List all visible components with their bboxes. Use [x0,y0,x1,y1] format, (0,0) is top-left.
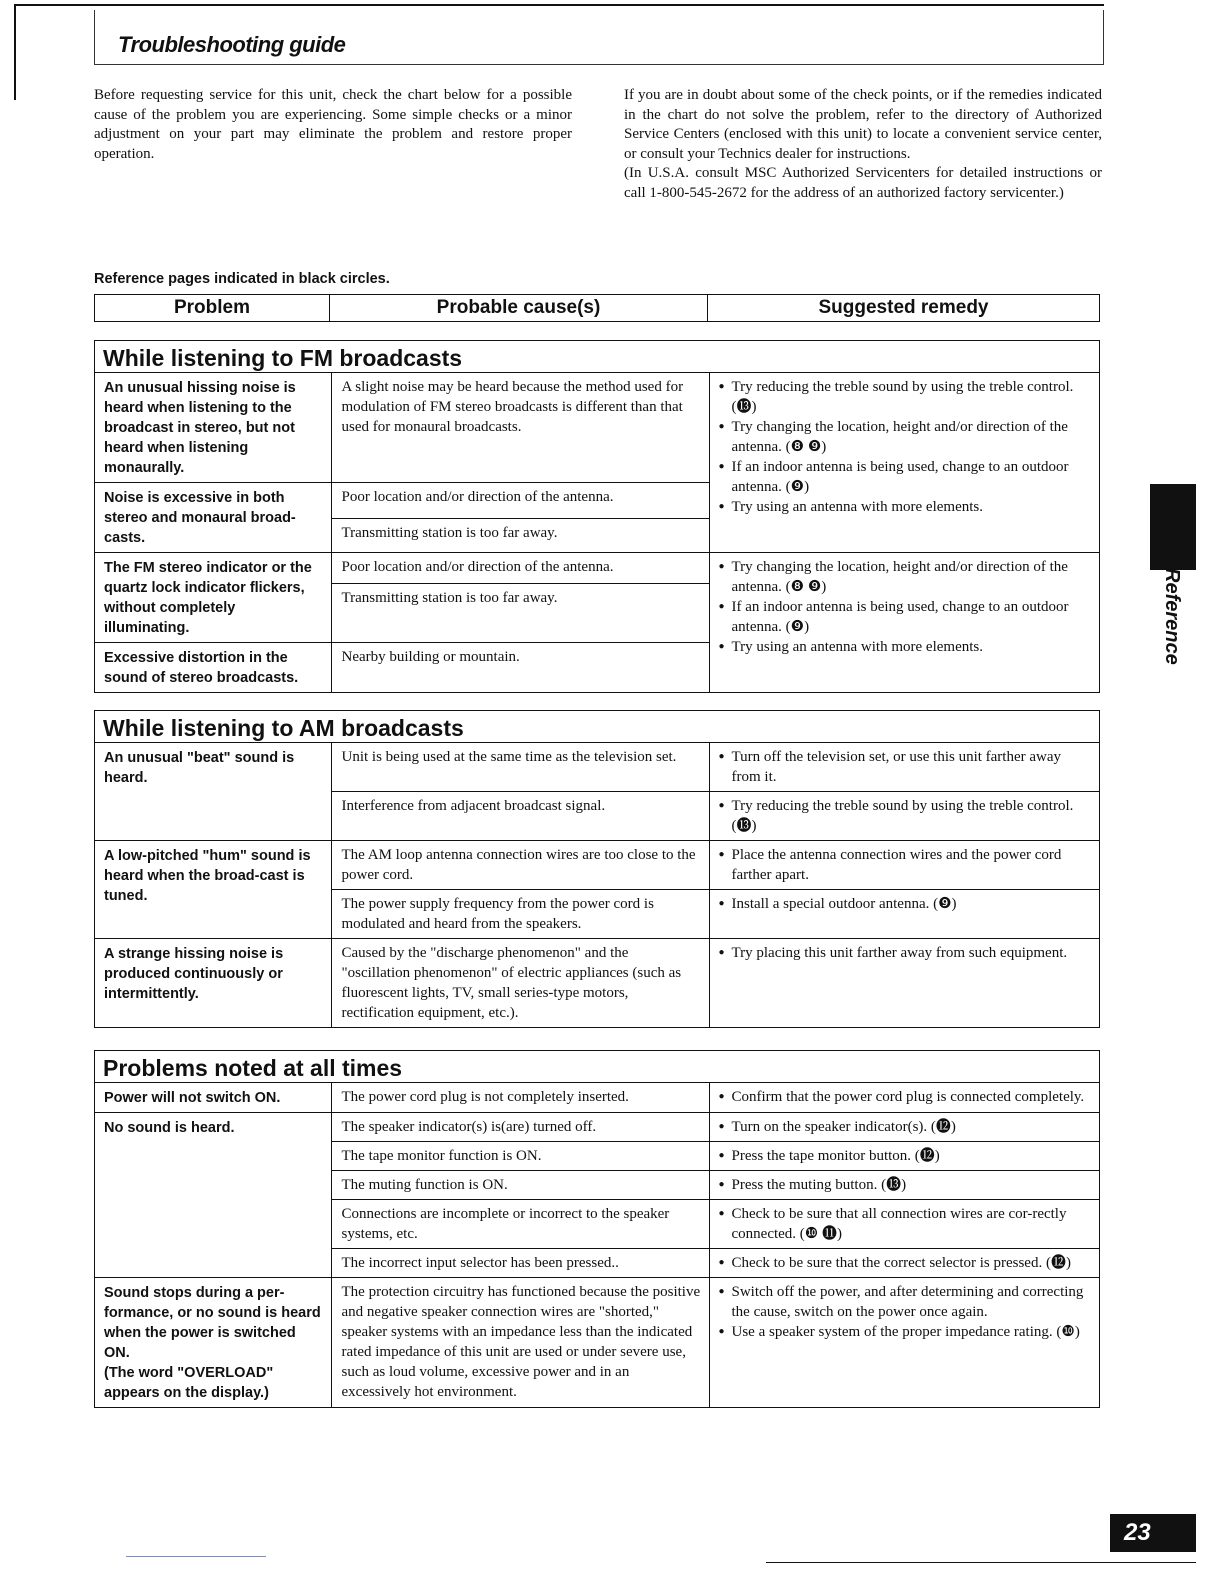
cause-cell: Poor location and/or direction of the antenna. [331,483,709,519]
footer-rule [766,1562,1196,1563]
cause-cell: Transmitting station is too far away. [331,519,709,553]
problem-cell: Noise is excessive in both stereo and monaural broad-casts. [95,483,331,553]
remedy-item: ● Check to be sure that all connection wires are cor-rectly connected. (❿ ⓫) [718,1204,1086,1244]
remedy-item: ● Try placing this unit farther away from such equipment. [718,943,1086,963]
remedy-cell [709,890,1099,939]
remedy-item: ● Use a speaker system of the proper impedance rating. (❿) [718,1322,1086,1342]
remedy-item: ● If an indoor antenna is being used, change to an outdoor antenna. (❾) [718,597,1086,637]
cause-cell: Interference from adjacent broadcast signal. [331,792,709,841]
table-row [95,1083,1099,1113]
remedy-cell [709,1200,1099,1249]
am-table [95,743,1099,1027]
cause-cell: The AM loop antenna connection wires are too close to the power cord. [331,841,709,890]
problem-text: Sound stops during a per-formance, or no sound is heard when the power is switched ON. [104,1285,321,1361]
header-frame-left [14,4,16,100]
cause-cell: Caused by the "discharge phenomenon" and the "oscillation phenomenon" of electric appliances (such as fluorescent lights, TV, small series-type motors, rectification equipment, etc.). [331,939,709,1028]
cause-cell: Transmitting station is too far away. [331,584,709,643]
am-section [94,710,1100,1028]
remedy-cell [709,1113,1099,1142]
problem-cell: An unusual "beat" sound is heard. [95,743,331,841]
remedy-cell [709,1249,1099,1278]
remedy-item: ● Turn off the television set, or use this unit farther away from it. [718,747,1086,787]
problem-cell [95,1278,331,1408]
all-times-section-title: Problems noted at all times [95,1051,1099,1083]
cause-cell: Nearby building or mountain. [331,643,709,693]
column-header-problem: Problem [95,295,330,321]
problem-cell: The FM stereo indicator or the quartz lock indicator flickers, without completely illuminating. [95,553,331,643]
reference-note: Reference pages indicated in black circles. [94,271,390,287]
table-row [95,553,1099,584]
cause-cell: The tape monitor function is ON. [331,1142,709,1171]
remedy-list [718,557,1086,657]
fm-table [95,373,1099,692]
table-row [95,373,1099,483]
remedy-item: ● Turn on the speaker indicator(s). (⓬) [718,1117,1086,1137]
remedy-cell [709,939,1099,1028]
remedy-item: ● Try reducing the treble sound by using the treble control. (⓭) [718,796,1086,836]
remedy-item: ● Check to be sure that the correct selector is pressed. (⓬) [718,1253,1086,1273]
reference-tab-marker [1150,484,1196,570]
cause-cell: The speaker indicator(s) is(are) turned off. [331,1113,709,1142]
remedy-cell [709,841,1099,890]
page-title: Troubleshooting guide [118,32,346,57]
remedy-item: ● If an indoor antenna is being used, change to an outdoor antenna. (❾) [718,457,1086,497]
problem-cell: Excessive distortion in the sound of stereo broadcasts. [95,643,331,693]
column-header-cause: Probable cause(s) [330,295,708,321]
problem-overload-note: (The word "OVERLOAD" appears on the display.) [104,1365,274,1401]
remedy-cell [709,373,1099,553]
remedy-item: ● Try changing the location, height and/or direction of the antenna. (❽ ❾) [718,557,1086,597]
remedy-cell [709,553,1099,693]
column-header-remedy: Suggested remedy [818,297,989,318]
remedy-item: ● Try using an antenna with more elements. [718,497,1086,517]
all-times-section [94,1050,1100,1408]
cause-cell: The power cord plug is not completely inserted. [331,1083,709,1113]
remedy-cell [709,1142,1099,1171]
table-row [95,1278,1099,1408]
intro-left: Before requesting service for this unit, check the chart below for a possible cause of the problem you are experiencing. Some simple checks or a minor adjustment on your part may eliminate the problem and restore proper operation. [94,87,572,162]
intro-right-paragraph: If you are in doubt about some of the check points, or if the remedies indicated in the chart do not solve the problem, refer to the directory of Authorized Service Centers (enclosed with this unit) to locate a convenient service center, or consult your Technics dealer for instructions. [624,87,1102,162]
cause-cell: The power supply frequency from the power cord is modulated and heard from the speakers. [331,890,709,939]
remedy-cell [709,743,1099,792]
footer-blue-rule [126,1556,266,1557]
problem-cell: No sound is heard. [95,1113,331,1278]
remedy-item: ● Try changing the location, height and/or direction of the antenna. (❽ ❾) [718,417,1086,457]
table-row [95,1113,1099,1142]
problem-cell: A strange hissing noise is produced continuously or intermittently. [95,939,331,1028]
intro-right-usa-note: (In U.S.A. consult MSC Authorized Servicenters for detailed instructions or call 1-800-545-2672 for the address of an authorized factory servicenter.) [624,165,1102,201]
cause-cell: The incorrect input selector has been pressed.. [331,1249,709,1278]
reference-side-label: Reference [1161,568,1183,665]
all-times-table [95,1083,1099,1407]
fm-section [94,340,1100,693]
problem-cell: An unusual hissing noise is heard when listening to the broadcast in stereo, but not heard when listening monaurally. [95,373,331,483]
cause-cell: The muting function is ON. [331,1171,709,1200]
remedy-cell [709,1278,1099,1408]
remedy-cell [709,1171,1099,1200]
cause-cell: A slight noise may be heard because the method used for modulation of FM stereo broadcasts is different than that used for monaural broadcasts. [331,373,709,483]
table-row [95,743,1099,792]
cause-cell: Unit is being used at the same time as the television set. [331,743,709,792]
fm-section-title: While listening to FM broadcasts [95,341,1099,373]
remedy-item: ● Switch off the power, and after determining and correcting the cause, switch on the power once again. [718,1282,1086,1322]
remedy-cell [709,1083,1099,1113]
remedy-item: ● Try using an antenna with more elements. [718,637,1086,657]
remedy-item: ● Try reducing the treble sound by using the treble control. (⓭) [718,377,1086,417]
remedy-item: ● Install a special outdoor antenna. (❾) [718,894,1086,914]
table-row [95,939,1099,1028]
table-row [95,841,1099,890]
remedy-item: ● Press the muting button. (⓭) [718,1175,1086,1195]
cause-cell: Connections are incomplete or incorrect to the speaker systems, etc. [331,1200,709,1249]
page-number: 23 [1110,1514,1196,1552]
problem-cell: Power will not switch ON. [95,1083,331,1113]
remedy-item: ● Place the antenna connection wires and the power cord farther apart. [718,845,1086,885]
cause-cell: Poor location and/or direction of the antenna. [331,553,709,584]
remedy-item: ● Press the tape monitor button. (⓬) [718,1146,1086,1166]
remedy-item: ● Confirm that the power cord plug is connected completely. [718,1087,1086,1107]
header-frame-top [14,4,1104,6]
cause-cell: The protection circuitry has functioned because the positive and negative speaker connection wires are "shorted," speaker systems with an impedance less than the indicated rated impedance of this unit are used or under severe use, such as loud volume, excessive power and in an excessively hot environment. [331,1278,709,1408]
remedy-list [718,377,1086,517]
column-header [94,294,1100,322]
intro-right [624,86,1102,204]
remedy-cell [709,792,1099,841]
problem-cell: A low-pitched "hum" sound is heard when the broad-cast is tuned. [95,841,331,939]
remedy-list [718,1282,1086,1342]
am-section-title: While listening to AM broadcasts [95,711,1099,743]
